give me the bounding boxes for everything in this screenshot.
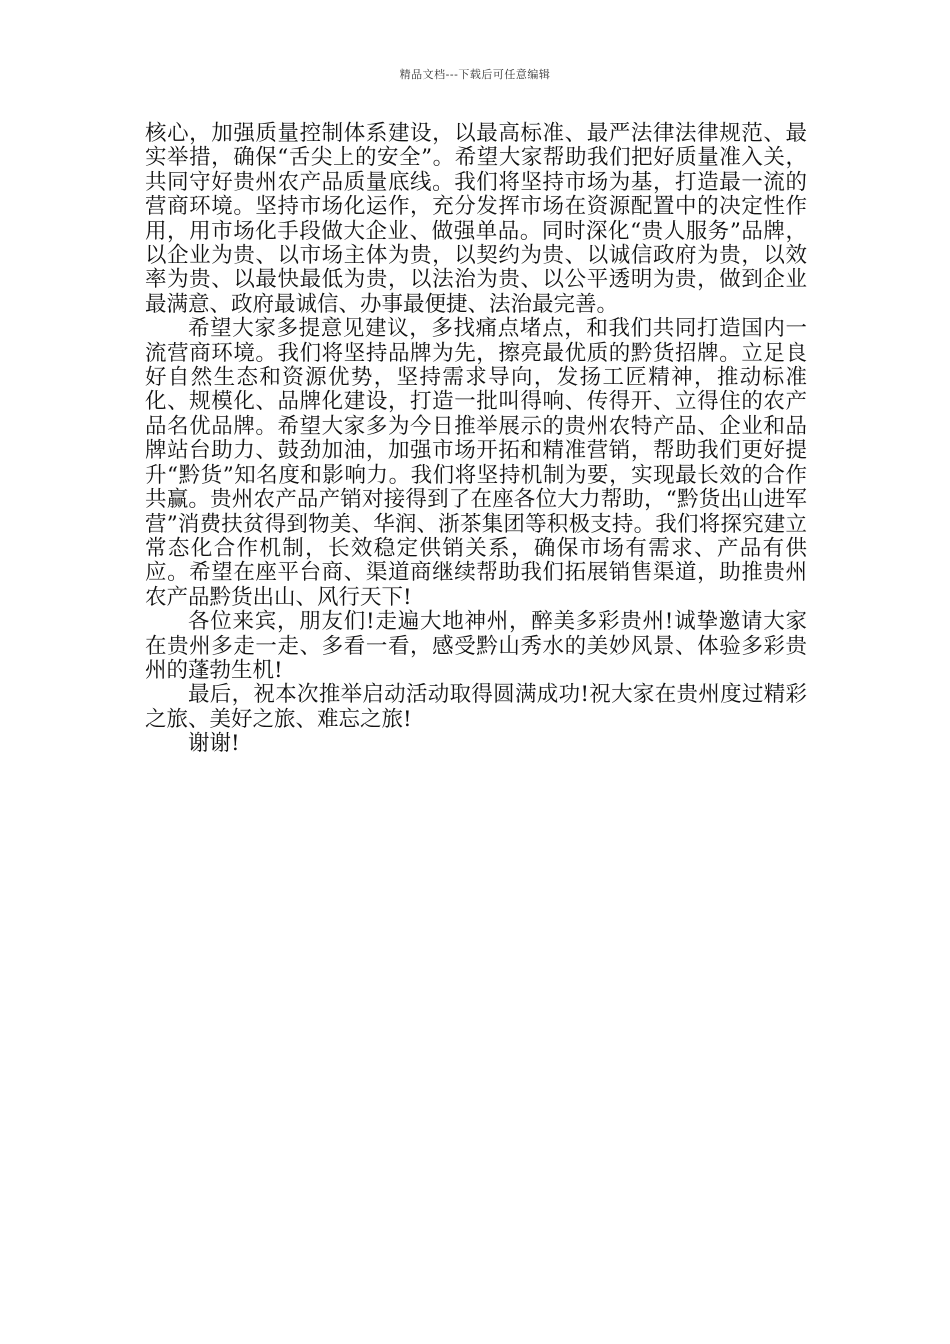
page-header: 精品文档---下载后可任意编辑 (399, 68, 551, 81)
paragraph-continuation: 核心，加强质量控制体系建设，以最高标准、最严法律法律规范、最实举措，确保“舌尖上的安全”。希望大家帮助我们把好质量准入关，共同守好贵州农产品质量底线。我们将坚持市场为基，打造最一流的营商环境。坚持市场化运作，充分发挥市场在资源配置中的决定性作用，用市场化手段做大企业、做强单品。同时深化“贵人服务”品牌，以企业为贵、以市场主体为贵，以契约为贵、以诚信政府为贵，以效率为贵、以最快最低为贵，以法治为贵、以公平透明为贵，做到企业最满意、政府最诚信、办事最便捷、法治最完善。 (145, 121, 807, 317)
paragraph-closing-wish: 最后，祝本次推举启动活动取得圆满成功!祝大家在贵州度过精彩之旅、美好之旅、难忘之旅! (145, 682, 807, 732)
paragraph-thanks: 谢谢! (188, 731, 240, 757)
paragraph-invitation: 各位来宾，朋友们!走遍大地神州，醉美多彩贵州!诚挚邀请大家在贵州多走一走、多看一看，感受黔山秀水的美妙风景、体验多彩贵州的蓬勃生机! (145, 609, 807, 683)
document-body (145, 122, 807, 757)
paragraph-brand: 希望大家多提意见建议，多找痛点堵点，和我们共同打造国内一流营商环境。我们将坚持品牌为先，擦亮最优质的黔货招牌。立足良好自然生态和资源优势，坚持需求导向，发扬工匠精神，推动标准化、规模化、品牌化建设，打造一批叫得响、传得开、立得住的农产品名优品牌。希望大家多为今日推举展示的贵州农特产品、企业和品牌站台助力、鼓劲加油，加强市场开拓和精准营销，帮助我们更好提升“黔货”知名度和影响力。我们将坚持机制为要，实现最长效的合作共赢。贵州农产品产销对接得到了在座各位大力帮助，“黔货出山进军营”消费扶贫得到物美、华润、浙茶集团等积极支持。我们将探究建立常态化合作机制，长效稳定供销关系，确保市场有需求、产品有供应。希望在座平台商、渠道商继续帮助我们拓展销售渠道，助推贵州农产品黔货出山、风行天下! (145, 316, 807, 610)
